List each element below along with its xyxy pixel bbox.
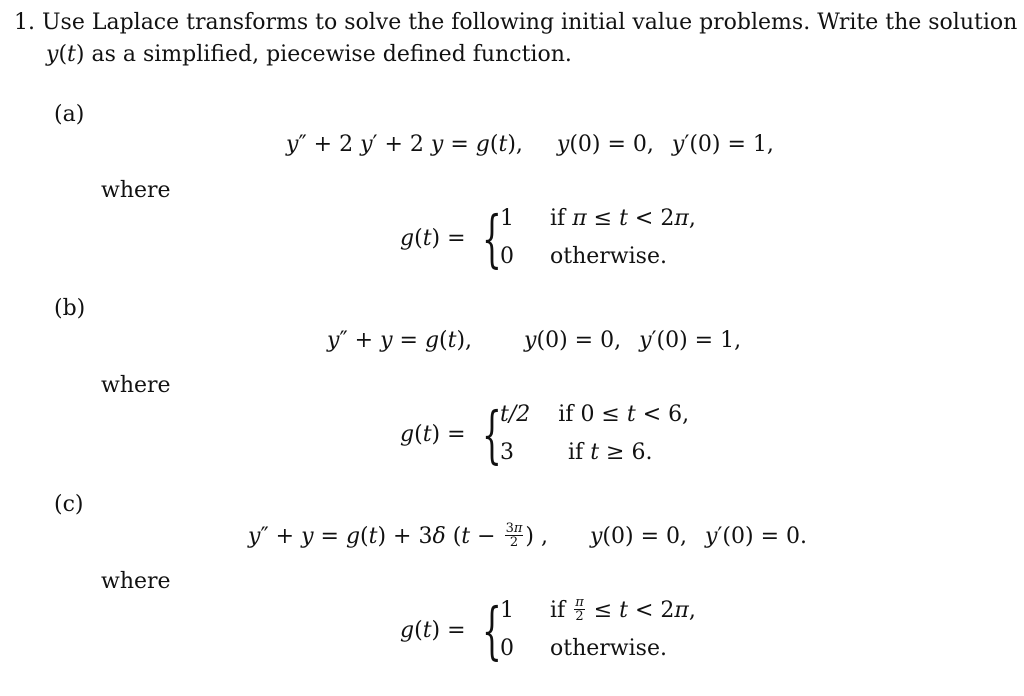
part-a-label: (a)	[54, 102, 85, 127]
problem-intro-text: Use Laplace transforms to solve the following initial value problems. Write the solution	[42, 10, 1018, 35]
part-a-case-2-cond: otherwise.	[550, 244, 667, 269]
part-c-case-1-cond: $\frac{\pi}{2}$ ≤ t < 2π,	[575, 594, 696, 624]
part-c-case-1-value: 1	[500, 598, 514, 623]
part-c-label: (c)	[54, 492, 84, 517]
part-c-case-2-value: 0	[500, 636, 514, 661]
problem-number: 1.	[14, 10, 35, 35]
part-c-where: where	[101, 569, 171, 594]
part-b-case-2-if: if	[568, 440, 584, 465]
part-a-case-1-cond: π ≤ t < 2π,	[572, 206, 696, 231]
problem-intro-line2	[46, 40, 572, 70]
part-a-brace: {	[482, 202, 502, 275]
part-b-case-2	[500, 438, 652, 468]
part-a-case-1-if: if	[550, 206, 566, 231]
part-a-case-2	[500, 242, 667, 272]
part-b-g-lhs: g(t) =	[400, 422, 466, 447]
part-b-where: where	[101, 373, 171, 398]
part-b-brace: {	[482, 398, 502, 471]
part-b-case-2-cond: t ≥ 6.	[590, 440, 653, 465]
part-a-equation: y″ + 2 y′ + 2 y = g(t), y(0) = 0, y′(0) = 1,	[286, 132, 774, 157]
part-c-case-2	[500, 634, 667, 664]
problem-intro-text-2: as a simplified, piecewise defined function.	[91, 42, 572, 67]
part-c-equation: y″ + y = g(t) + 3δ (t − $\frac{3\pi}{2}$ ) , y(0) = 0, y′(0) = 0.	[248, 520, 807, 550]
part-c-case-1	[500, 596, 696, 626]
part-b-case-1-value: t/2	[500, 402, 531, 427]
part-b-case-1-cond: 0 ≤ t < 6,	[580, 402, 690, 427]
part-b-equation: y″ + y = g(t), y(0) = 0, y′(0) = 1,	[327, 328, 742, 353]
part-a-case-1	[500, 204, 696, 234]
part-b-case-1-if: if	[558, 402, 574, 427]
part-c-g-lhs: g(t) =	[400, 618, 466, 643]
part-b-case-1	[500, 400, 689, 430]
problem-intro-line1	[14, 8, 1017, 38]
part-a-where: where	[101, 178, 171, 203]
part-a-g-lhs: g(t) =	[400, 226, 466, 251]
part-c-brace: {	[482, 594, 502, 667]
part-b-case-2-value: 3	[500, 440, 514, 465]
part-c-case-1-if: if	[550, 598, 566, 623]
part-a-case-1-value: 1	[500, 206, 514, 231]
solution-symbol: y(t)	[46, 42, 85, 67]
part-c-case-2-cond: otherwise.	[550, 636, 667, 661]
part-a-case-2-value: 0	[500, 244, 514, 269]
part-b-label: (b)	[54, 296, 86, 321]
